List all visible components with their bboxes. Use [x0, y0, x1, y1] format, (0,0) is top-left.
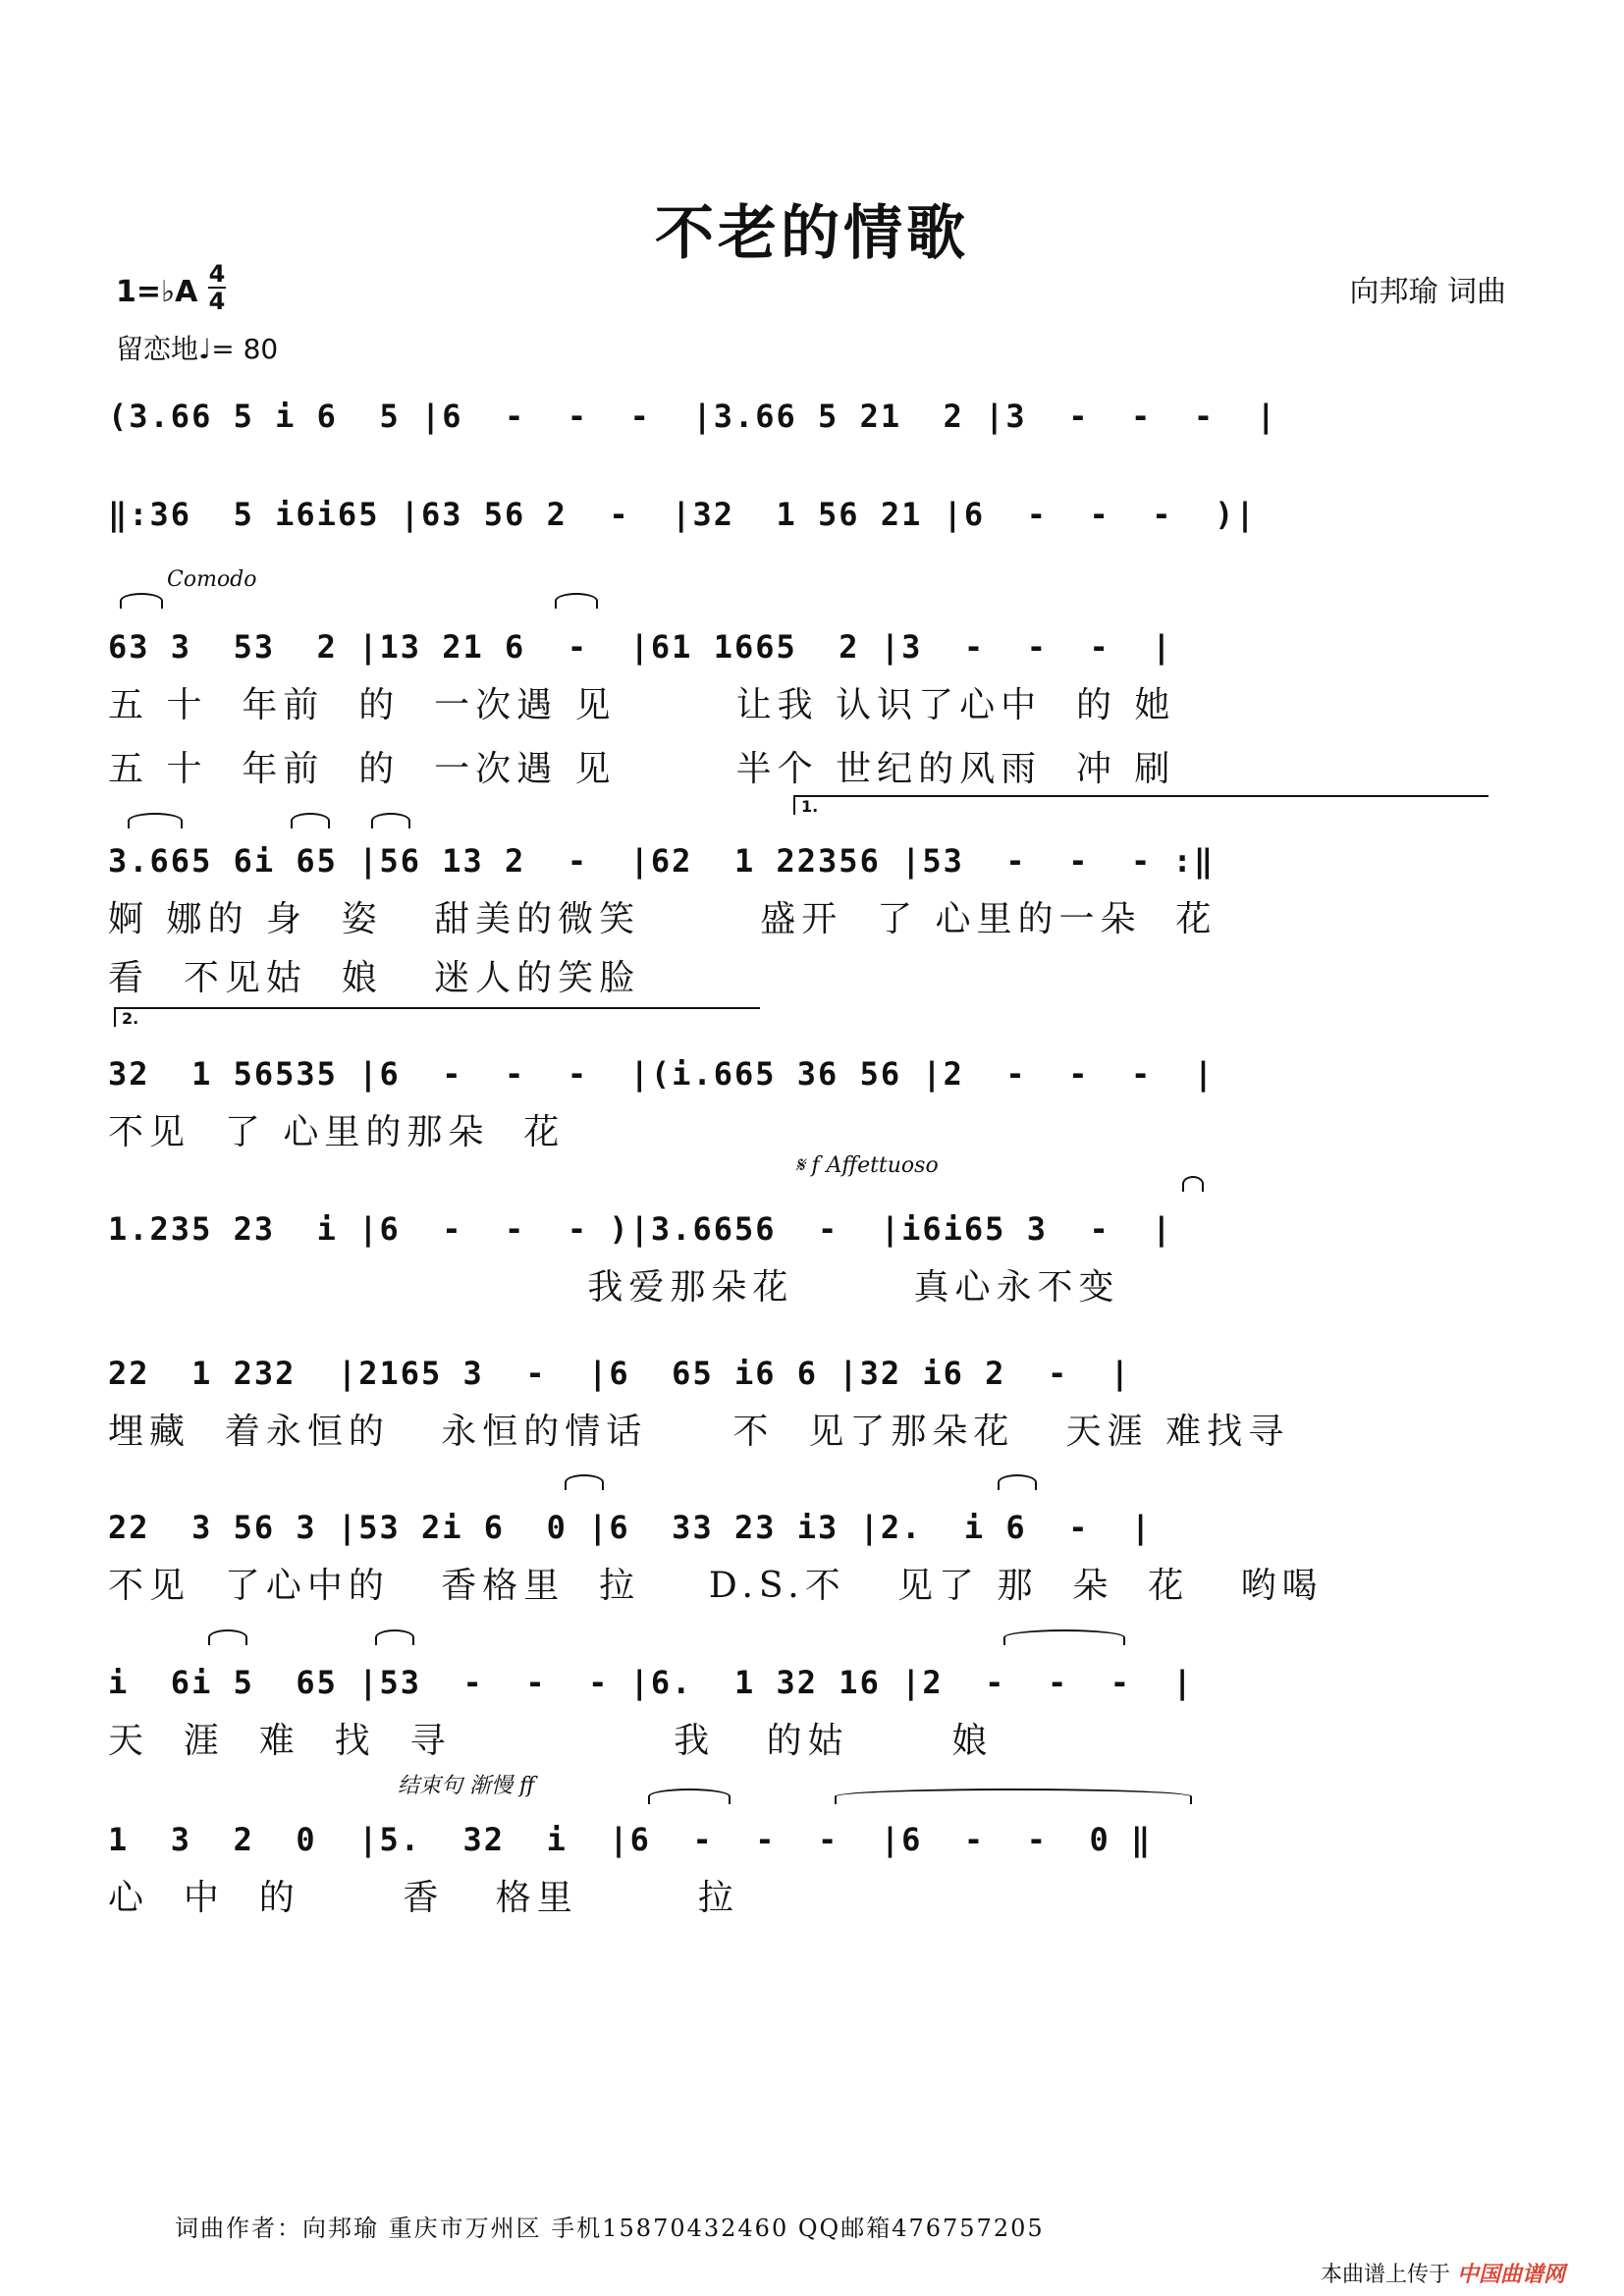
expression-mark: 结束句 渐慢 ff [398, 1774, 535, 1798]
slur-mark [120, 593, 163, 609]
composer-credit: 向邦瑜 词曲 [1349, 275, 1506, 309]
volta-label: 2. [122, 1009, 139, 1028]
slur-mark [835, 1789, 1192, 1804]
lyrics-line: 心 中 的 香 格里 拉 [108, 1878, 739, 1918]
time-top: 4 [208, 260, 226, 288]
slur-mark [648, 1789, 731, 1804]
lyrics-line: 我爱那朵花 真心永不变 [108, 1267, 1120, 1308]
slur-mark [371, 813, 410, 828]
site-prefix: 本曲谱上传于 [1320, 2263, 1450, 2287]
notation-row: (3.66 5 i 6 5 |6 - - - |3.66 5 21 2 |3 - - - | [108, 398, 1277, 435]
notation-row: 22 1 232 |2165 3 - |6 65 i6 6 |32 i6 2 - | [108, 1355, 1132, 1392]
lyrics-line: 天 涯 难 找 寻 我 的姑 娘 [108, 1721, 994, 1761]
time-signature [208, 261, 226, 314]
page-title: 不老的情歌 [655, 199, 969, 268]
lyrics-line: 埋藏 着永恒的 永恒的情话 不 见了那朵花 天涯 难找寻 [108, 1412, 1290, 1452]
lyrics-line: 看 不见姑 娘 迷人的笑脸 [108, 958, 641, 998]
notation-row: 1 3 2 0 |5. 32 i |6 - - - |6 - - 0 ‖ [108, 1821, 1153, 1858]
lyrics-line: 不见 了心中的 香格里 拉 D.S.不 见了 那 朵 花 哟喝 [108, 1566, 1324, 1606]
lyrics-line: 婀 娜的 身 姿 甜美的微笑 盛开 了 心里的一朵 花 [108, 899, 1218, 939]
notation-row: 63 3 53 2 |13 21 6 - |61 1665 2 |3 - - - | [108, 628, 1173, 666]
site-credit [1321, 2258, 1565, 2288]
slur-mark [565, 1474, 604, 1490]
notation-row: ‖:36 5 i6i65 |63 56 2 - |32 1 56 21 |6 - - - )| [108, 496, 1257, 533]
slur-mark [128, 813, 183, 828]
lyrics-line: 不见 了 心里的那朵 花 [108, 1112, 566, 1152]
key-signature: 1=♭A [116, 275, 198, 309]
expression-mark: Comodo [167, 567, 257, 592]
slur-mark [291, 813, 330, 828]
time-bottom: 4 [208, 288, 226, 315]
volta-label: 1. [801, 797, 819, 816]
slur-mark [1182, 1176, 1204, 1192]
notation-row: i 6i 5 65 |53 - - - |6. 1 32 16 |2 - - - | [108, 1664, 1194, 1701]
notation-row: 32 1 56535 |6 - - - |(i.665 36 56 |2 - - - | [108, 1055, 1216, 1093]
notation-row: 22 3 56 3 |53 2i 6 0 |6 33 23 i3 |2. i 6 - | [108, 1509, 1153, 1546]
lyrics-line: 五 十 年前 的 一次遇 见 让我 认识了心中 的 她 [108, 685, 1176, 725]
tempo-marking: 留恋地♩= 80 [116, 333, 279, 365]
expression-mark: 𝄋 f Affettuoso [795, 1153, 939, 1178]
lyrics-line: 五 十 年前 的 一次遇 见 半个 世纪的风雨 冲 刷 [108, 749, 1176, 789]
slur-mark [998, 1474, 1037, 1490]
footer-credit: 词曲作者：向邦瑜 重庆市万州区 手机15870432460 QQ邮箱476757205 [175, 2215, 1045, 2242]
notation-row: 1.235 23 i |6 - - - )|3.6656 - |i6i65 3 - | [108, 1210, 1173, 1248]
volta-bracket [114, 1007, 760, 1027]
slur-mark [1003, 1629, 1125, 1645]
site-logo: 中国曲谱网 [1456, 2263, 1565, 2287]
volta-bracket [793, 795, 1489, 815]
slur-mark [208, 1629, 247, 1645]
notation-row: 3.665 6i 65 |56 13 2 - |62 1 22356 |53 - - - :‖ [108, 842, 1216, 880]
slur-mark [375, 1629, 414, 1645]
slur-mark [555, 593, 598, 609]
